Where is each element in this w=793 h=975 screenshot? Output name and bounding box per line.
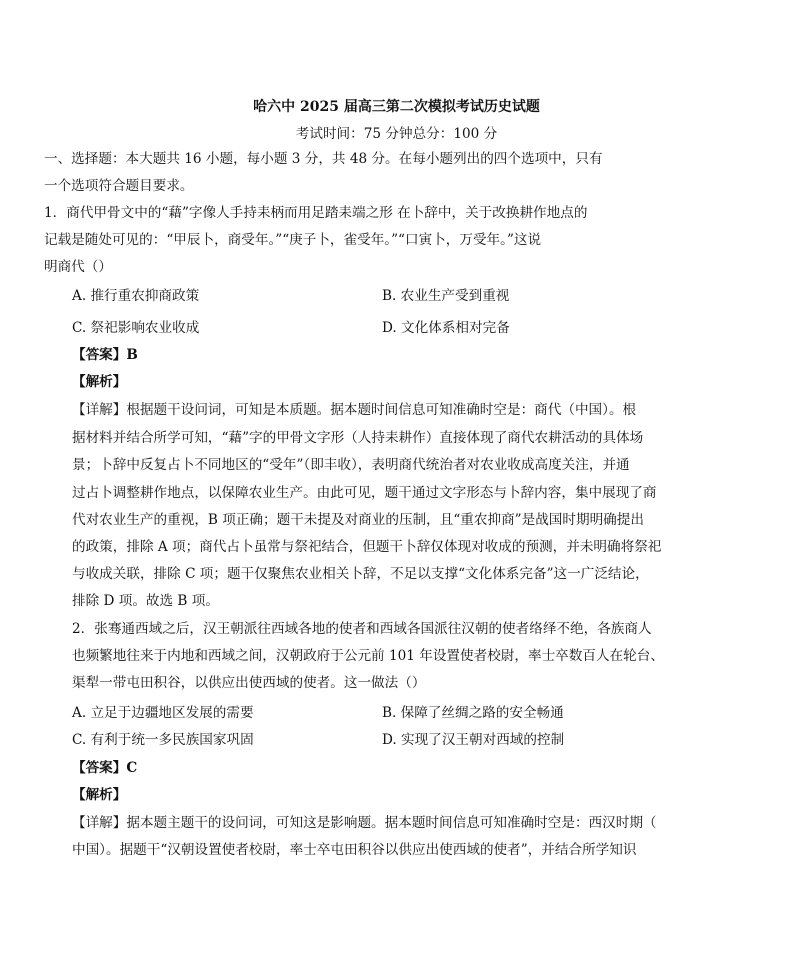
q1-detail-line-6: 的政策，排除 A 项；商代占卜虽常与祭祀结合，但题干卜辞仅体现对收成的预测，并未明确将祭祀 [72, 539, 662, 555]
q2-answer: 【答案】C [72, 760, 138, 776]
section-instructions-line-2: 一个选项符合题目要求。 [44, 178, 194, 194]
q1-stem-line-1: 1．商代甲骨文中的“藉”字像人手持耒柄而用足踏耒端之形 在卜辞中，关于改换耕作地点的 [44, 205, 588, 221]
q2-detail-line-2: 中国）。据题干“汉朝设置使者校尉，率士卒屯田积谷以供应出使西域的使者”，并结合所学知识 [72, 842, 637, 858]
q1-detail-line-3: 景；卜辞中反复占卜不同地区的“受年”（即丰收），表明商代统治者对农业收成高度关注，并通 [72, 457, 630, 473]
q1-option-c: C. 祭祀影响农业收成 [72, 320, 200, 336]
q2-option-a: A. 立足于边疆地区发展的需要 [72, 705, 254, 721]
q1-detail-line-8: 排除 D 项。故选 B 项。 [72, 593, 219, 609]
exam-title: 哈六中 2025 届高三第二次模拟考试历史试题 [253, 99, 540, 115]
q2-option-d: D. 实现了汉王朝对西域的控制 [382, 732, 565, 748]
q1-option-a: A. 推行重农抑商政策 [72, 288, 200, 304]
q1-analysis-label: 【解析】 [72, 374, 127, 390]
q2-stem-line-3: 渠犁一带屯田积谷，以供应出使西域的使者。这一做法（） [72, 675, 426, 691]
q2-stem-line-2: 也频繁地往来于内地和西域之间，汉朝政府于公元前 101 年设置使者校尉，率士卒数百人在轮台、 [72, 648, 664, 664]
q1-detail-line-1: 【详解】根据题干设问词，可知是本质题。据本题时间信息可知准确时空是：商代（中国）。根 [72, 402, 637, 418]
q2-detail-line-1: 【详解】据本题主题干的设问词，可知这是影响题。据本题时间信息可知准确时空是：西汉时期（ [72, 815, 657, 831]
q1-detail-line-4: 过占卜调整耕作地点，以保障农业生产。由此可见，题干通过文字形态与卜辞内容，集中展现了商 [72, 485, 657, 501]
q1-stem-line-2: 记载是随处可见的：“甲辰卜，商受年。”“庚子卜，雀受年。”“口寅卜，万受年。”这说 [44, 232, 542, 248]
q2-option-c: C. 有利于统一多民族国家巩固 [72, 732, 254, 748]
q1-detail-line-7: 与收成关联，排除 C 项；题干仅聚焦农业相关卜辞，不足以支撑“文化体系完备”这一广泛结论， [72, 566, 649, 582]
q1-detail-line-2: 据材料并结合所学可知，“藉”字的甲骨文字形（人持耒耕作）直接体现了商代农耕活动的具体场 [72, 430, 644, 446]
exam-subtitle: 考试时间：75 分钟总分：100 分 [295, 126, 498, 142]
q1-detail-line-5: 代对农业生产的重视，B 项正确；题干未提及对商业的压制，且“重农抑商”是战国时期明确提出 [72, 512, 644, 528]
q1-option-b: B. 农业生产受到重视 [382, 288, 510, 304]
q2-option-b: B. 保障了丝绸之路的安全畅通 [382, 705, 564, 721]
q1-stem-line-3: 明商代（） [44, 259, 112, 275]
q1-answer: 【答案】B [72, 347, 138, 363]
section-instructions-line-1: 一、选择题：本大题共 16 小题，每小题 3 分，共 48 分。在每小题列出的四个选项中，只有 [44, 151, 603, 167]
q1-option-d: D. 文化体系相对完备 [382, 320, 510, 336]
q2-analysis-label: 【解析】 [72, 787, 127, 803]
q2-stem-line-1: 2．张骞通西域之后，汉王朝派往西域各地的使者和西域各国派往汉朝的使者络绎不绝，各族商人 [72, 621, 652, 637]
